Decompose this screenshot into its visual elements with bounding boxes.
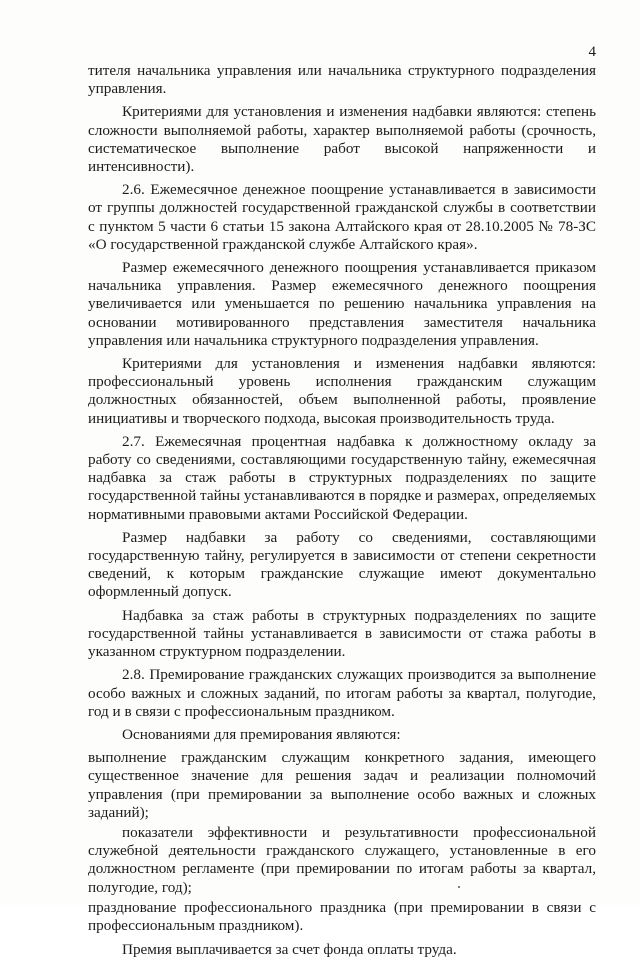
paragraph-bonus-size: Размер ежемесячного денежного поощрения устанавливается приказом начальника управления. Размер ежемесячного денежного поощрения увеличивается или уменьшается по решению начальника управления на основании мотивированного представления заместителя начальника управления или начальника структурного подразделения управления. (88, 259, 596, 349)
paragraph-secrecy-allowance: Размер надбавки за работу со сведениями, составляющими государственную тайну, регулируется в зависимости от степени секретности сведений, к которым гражданские служащие имеют документально оформленный допуск. (88, 528, 596, 601)
list-item-task: выполнение гражданским служащим конкретного задания, имеющего существенное значение для решения задач и реализации полномочий управления (при премировании за выполнение особо важных и сложных заданий); (88, 749, 596, 821)
scan-speck (458, 886, 460, 888)
paragraph-bonus-criteria: Критериями для установления и изменения надбавки являются: профессиональный уровень исполнения гражданским служащим должностных обязанностей, объем выполненной работы, проявление инициативы и творческого подхода, высокая производительность труда. (88, 355, 596, 427)
paragraph-payment-source: Премия выплачивается за счет фонда оплаты труда. (122, 941, 457, 959)
list-item-performance: показатели эффективности и результативности профессиональной служебной деятельности гражданского служащего, установленные в его должностном регламенте (при премировании по итогам работы за квартал, полугодие, год); (88, 823, 596, 896)
paragraph-2-6: 2.6. Ежемесячное денежное поощрение устанавливается в зависимости от группы должностей государственной гражданской службы в соответствии с пунктом 5 части 6 статьи 15 закона Алтайского края от 28.10.2005 № 78-ЗС «О государственной гражданской службе Алтайского края». (88, 181, 596, 253)
paragraph-continuation: тителя начальника управления или начальника структурного подразделения управления. (88, 62, 596, 98)
paragraph-2-8: 2.8. Премирование гражданских служащих производится за выполнение особо важных и сложных заданий, по итогам работы за квартал, полугодие, год и в связи с профессиональным праздником. (88, 666, 596, 720)
list-item-holiday: празднование профессионального праздника (при премировании в связи с профессиональным праздником). (88, 898, 596, 934)
paragraph-seniority-allowance: Надбавка за стаж работы в структурных подразделениях по защите государственной тайны устанавливается в зависимости от стажа работы в указанном структурном подразделении. (88, 606, 596, 661)
document-body (88, 62, 596, 964)
paragraph-allowance-criteria: Критериями для установления и изменения надбавки являются: степень сложности выполняемой работы, характер выполняемой работы (срочность, систематическое выполнение работ высокой напряженности и интенсивности). (88, 103, 596, 176)
paragraph-2-7: 2.7. Ежемесячная процентная надбавка к должностному окладу за работу со сведениями, составляющими государственную тайну, ежемесячная надбавка за стаж работы в структурных подразделениях по защите государственной тайны устанавливаются в порядке и размерах, определяемых нормативными правовыми актами Российской Федерации. (88, 432, 596, 523)
paragraph-grounds-heading: Основаниями для премирования являются: (122, 725, 401, 743)
page-number: 4 (588, 44, 596, 60)
